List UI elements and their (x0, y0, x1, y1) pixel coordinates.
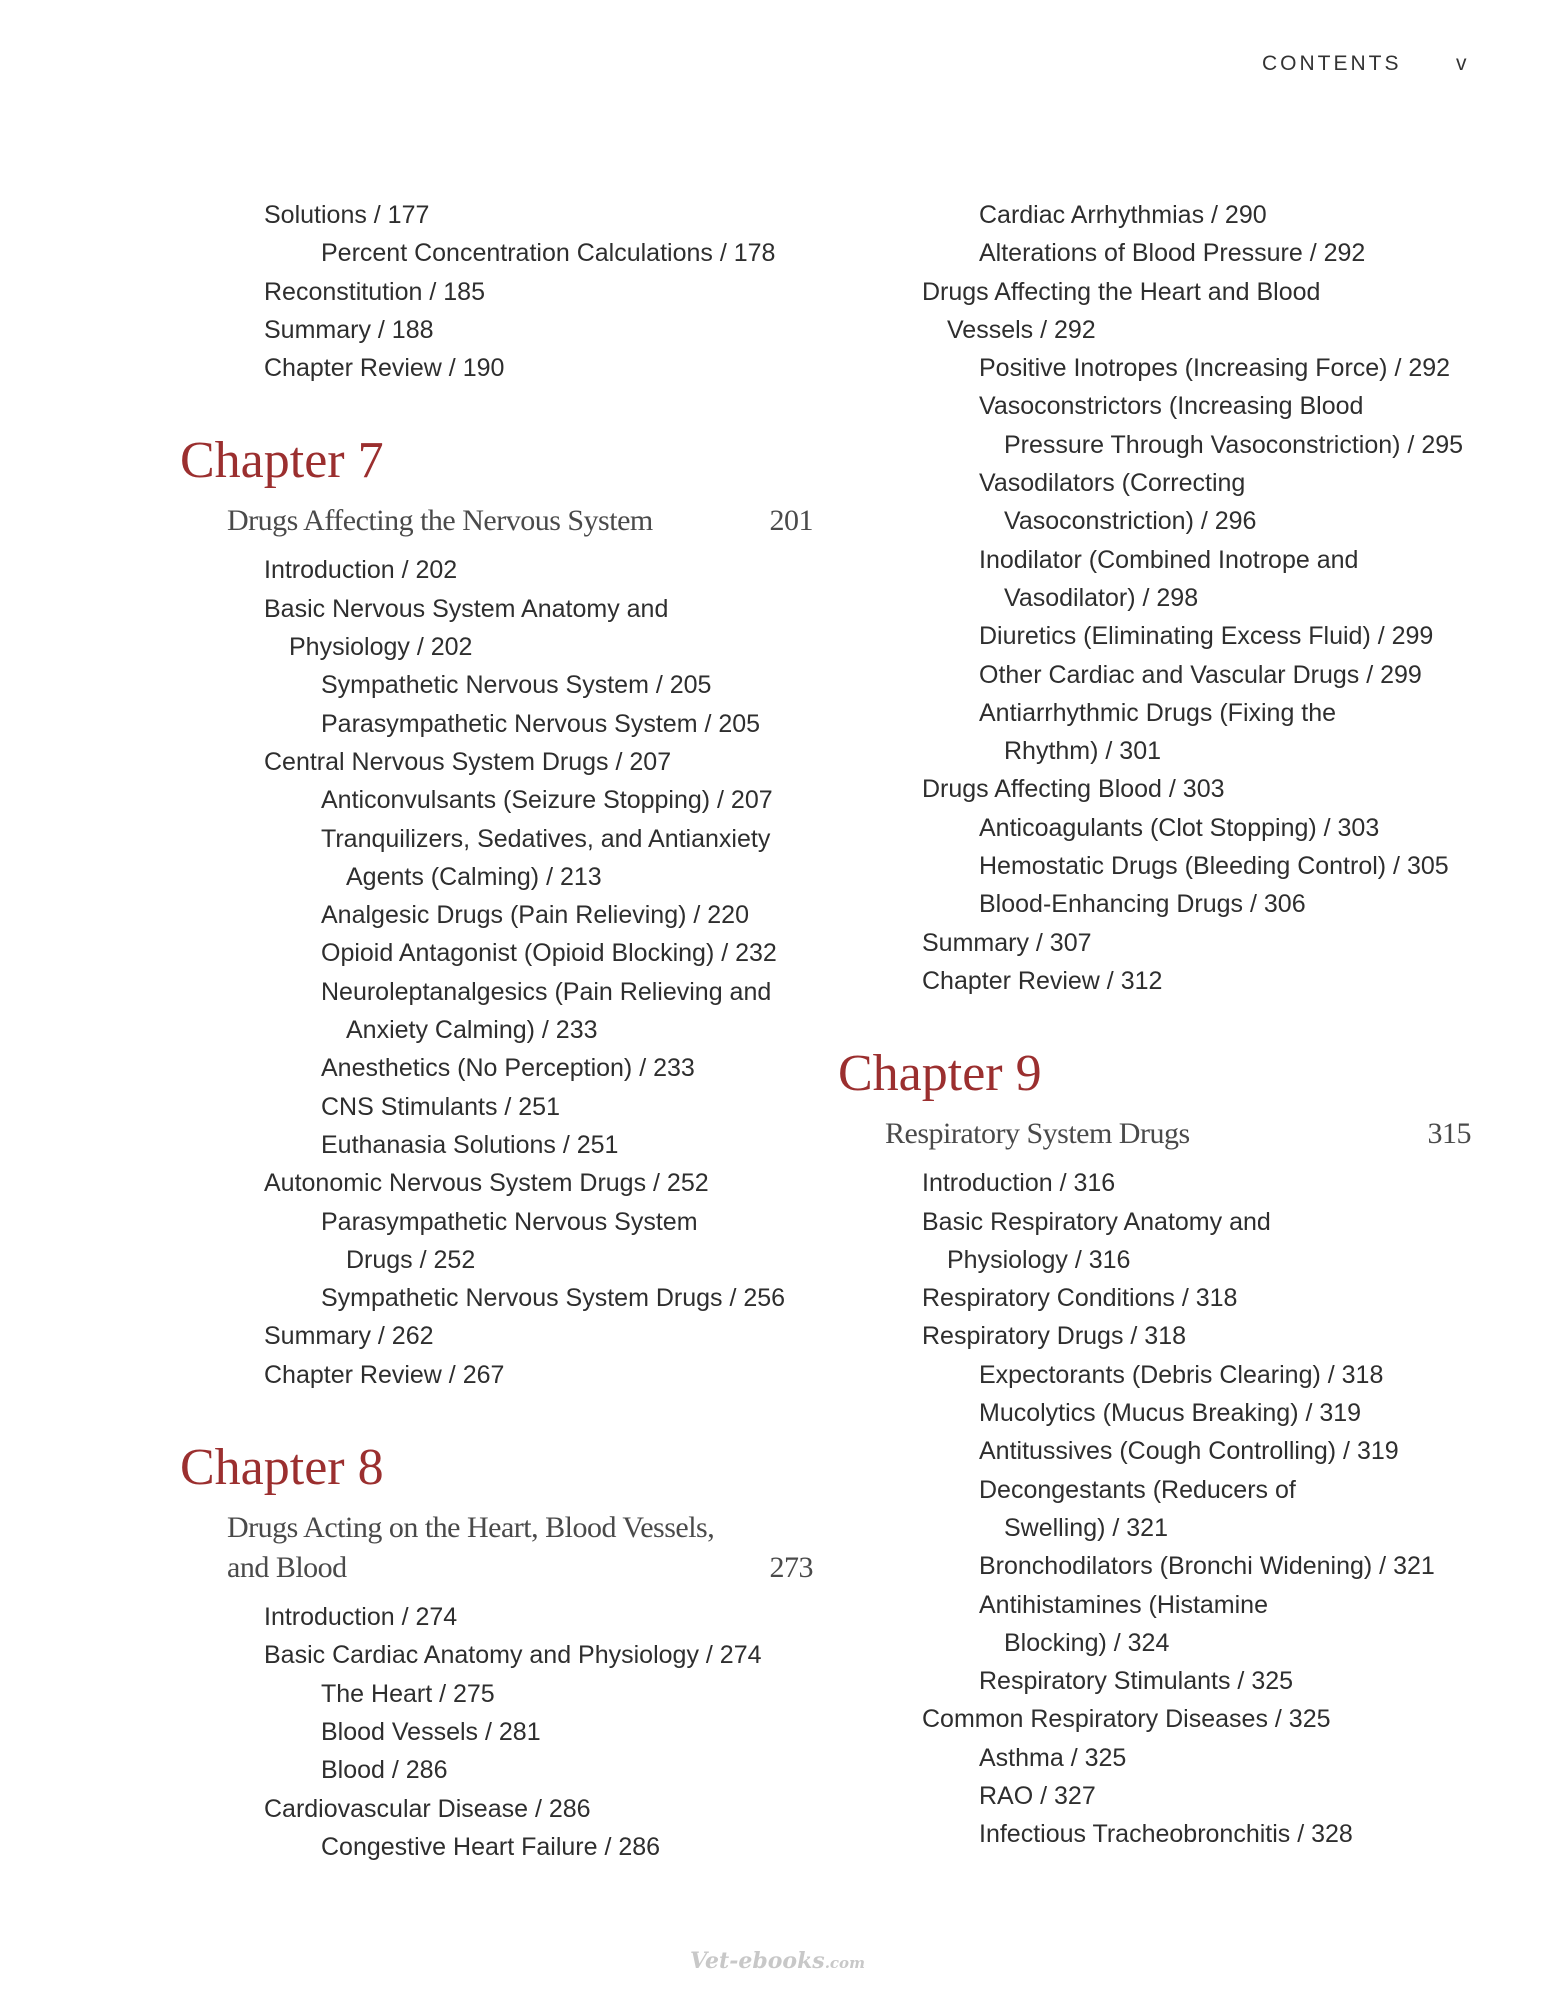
toc-entry[interactable]: Pressure Through Vasoconstriction) / 295 (1004, 430, 1464, 459)
toc-entry[interactable]: Infectious Tracheobronchitis / 328 (979, 1820, 1353, 1849)
toc-entry[interactable]: Positive Inotropes (Increasing Force) / 292 (979, 354, 1451, 383)
chapter-9-block (838, 1044, 1478, 1853)
toc-entry-list (838, 1164, 1478, 1853)
toc-entry[interactable]: Cardiovascular Disease / 286 (264, 1794, 591, 1823)
toc-entry[interactable]: Vessels / 292 (947, 315, 1096, 344)
chapter-heading[interactable]: Chapter 7 (180, 432, 384, 490)
toc-entry[interactable]: Expectorants (Debris Clearing) / 318 (979, 1360, 1384, 1389)
chapter-subtitle-text: and Blood (227, 1551, 347, 1585)
toc-entry[interactable]: Basic Nervous System Anatomy and (264, 594, 669, 623)
chapter-subtitle-text: Respiratory System Drugs (885, 1117, 1190, 1151)
toc-entry[interactable]: Autonomic Nervous System Drugs / 252 (264, 1169, 709, 1198)
toc-entry[interactable]: Central Nervous System Drugs / 207 (264, 747, 672, 776)
chapter-subtitle[interactable] (180, 501, 813, 541)
toc-entry[interactable]: Chapter Review / 267 (264, 1360, 505, 1389)
toc-entry[interactable]: Summary / 188 (264, 315, 434, 344)
toc-entry[interactable]: Drugs Affecting Blood / 303 (922, 775, 1225, 804)
toc-entry[interactable]: Opioid Antagonist (Opioid Blocking) / 232 (321, 939, 777, 968)
toc-entry[interactable]: Inodilator (Combined Inotrope and (979, 545, 1359, 574)
toc-entry[interactable]: Cardiac Arrhythmias / 290 (979, 201, 1267, 229)
toc-entry[interactable]: Anticoagulants (Clot Stopping) / 303 (979, 813, 1380, 842)
toc-entry[interactable]: Respiratory Drugs / 318 (922, 1322, 1187, 1351)
chapter-page-number: 273 (769, 1551, 813, 1585)
toc-right-column (838, 196, 1478, 1854)
toc-entry[interactable]: Antiarrhythmic Drugs (Fixing the (979, 698, 1337, 727)
toc-entry[interactable]: Congestive Heart Failure / 286 (321, 1832, 661, 1861)
toc-entry[interactable]: Tranquilizers, Sedatives, and Antianxiety (321, 824, 771, 853)
toc-entry[interactable]: Bronchodilators (Bronchi Widening) / 321 (979, 1552, 1435, 1581)
toc-entry[interactable]: Sympathetic Nervous System / 205 (321, 671, 712, 700)
toc-entry[interactable]: Alterations of Blood Pressure / 292 (979, 239, 1366, 268)
toc-entry[interactable]: Reconstitution / 185 (264, 277, 485, 306)
toc-entry[interactable]: The Heart / 275 (321, 1679, 495, 1708)
toc-entry[interactable]: Agents (Calming) / 213 (346, 862, 602, 891)
toc-entry[interactable]: Vasoconstriction) / 296 (1004, 507, 1257, 536)
toc-entry[interactable]: Other Cardiac and Vascular Drugs / 299 (979, 660, 1422, 689)
chapter-heading[interactable]: Chapter 8 (180, 1439, 384, 1497)
toc-entry[interactable]: Introduction / 274 (264, 1603, 458, 1632)
toc-entry[interactable]: Blood Vessels / 281 (321, 1717, 541, 1746)
toc-entry[interactable]: Antihistamines (Histamine (979, 1590, 1268, 1619)
toc-entry[interactable]: Decongestants (Reducers of (979, 1475, 1296, 1504)
toc-entry[interactable]: Parasympathetic Nervous System / 205 (321, 709, 761, 738)
toc-entry[interactable]: Vasodilator) / 298 (1004, 583, 1199, 612)
chapter-page-number: 315 (1427, 1117, 1471, 1151)
toc-entry[interactable]: Respiratory Conditions / 318 (922, 1284, 1238, 1313)
toc-entry[interactable]: Introduction / 202 (264, 556, 458, 585)
chapter-page-number: 201 (769, 504, 813, 538)
toc-entry[interactable]: Summary / 262 (264, 1322, 434, 1351)
toc-entry-list (180, 1598, 820, 1866)
toc-entry[interactable]: Analgesic Drugs (Pain Relieving) / 220 (321, 901, 749, 930)
chapter-subtitle-text: Drugs Affecting the Nervous System (227, 504, 653, 538)
toc-entry[interactable]: CNS Stimulants / 251 (321, 1092, 560, 1121)
toc-entry[interactable]: Basic Cardiac Anatomy and Physiology / 274 (264, 1641, 762, 1670)
chapter-subtitle[interactable] (180, 1508, 813, 1588)
toc-entry[interactable]: Sympathetic Nervous System Drugs / 256 (321, 1284, 786, 1313)
toc-entry[interactable]: Physiology / 202 (289, 633, 473, 662)
toc-entry[interactable]: Blood / 286 (321, 1756, 448, 1785)
toc-entry[interactable]: Physiology / 316 (947, 1245, 1131, 1274)
toc-entry[interactable]: Chapter Review / 190 (264, 354, 505, 383)
toc-entry[interactable]: Hemostatic Drugs (Bleeding Control) / 305 (979, 852, 1449, 881)
toc-entry[interactable]: Swelling) / 321 (1004, 1513, 1168, 1542)
page-number: v (1456, 52, 1467, 75)
toc-entry[interactable]: RAO / 327 (979, 1781, 1096, 1810)
toc-entry-list (838, 196, 1478, 1000)
toc-left-column (180, 196, 820, 1866)
toc-entry[interactable]: Asthma / 325 (979, 1743, 1127, 1772)
toc-entry[interactable]: Solutions / 177 (264, 201, 430, 229)
toc-entry[interactable]: Anxiety Calming) / 233 (346, 1016, 598, 1045)
toc-entry-list (180, 196, 820, 387)
toc-entry[interactable]: Vasodilators (Correcting (979, 469, 1246, 498)
toc-entry[interactable]: Neuroleptanalgesics (Pain Relieving and (321, 977, 772, 1006)
toc-entry[interactable]: Summary / 307 (922, 928, 1092, 957)
toc-entry[interactable]: Anticonvulsants (Seizure Stopping) / 207 (321, 786, 773, 815)
chapter-subtitle[interactable] (838, 1114, 1471, 1154)
toc-entry[interactable]: Common Respiratory Diseases / 325 (922, 1705, 1331, 1734)
toc-entry[interactable]: Drugs / 252 (346, 1245, 476, 1274)
toc-entry[interactable]: Respiratory Stimulants / 325 (979, 1667, 1294, 1696)
chapter-8-block (180, 1438, 820, 1866)
chapter-subtitle-text: Drugs Acting on the Heart, Blood Vessels, (227, 1511, 715, 1545)
toc-entry[interactable]: Anesthetics (No Perception) / 233 (321, 1054, 695, 1083)
toc-entry[interactable]: Percent Concentration Calculations / 178 (321, 239, 776, 268)
toc-entry-list (180, 551, 820, 1394)
toc-entry[interactable]: Mucolytics (Mucus Breaking) / 319 (979, 1399, 1362, 1428)
toc-entry[interactable]: Basic Respiratory Anatomy and (922, 1207, 1271, 1236)
toc-entry[interactable]: Chapter Review / 312 (922, 966, 1163, 995)
toc-entry[interactable]: Parasympathetic Nervous System (321, 1207, 698, 1236)
toc-entry[interactable]: Rhythm) / 301 (1004, 737, 1162, 766)
running-head: CONTENTS (1262, 52, 1402, 75)
toc-entry[interactable]: Vasoconstrictors (Increasing Blood (979, 392, 1364, 421)
chapter-heading[interactable]: Chapter 9 (838, 1045, 1042, 1103)
toc-entry[interactable]: Euthanasia Solutions / 251 (321, 1130, 619, 1159)
chapter-7-block (180, 431, 820, 1394)
toc-entry[interactable]: Antitussives (Cough Controlling) / 319 (979, 1437, 1399, 1466)
toc-entry[interactable]: Blocking) / 324 (1004, 1628, 1170, 1657)
toc-entry[interactable]: Diuretics (Eliminating Excess Fluid) / 299 (979, 622, 1434, 651)
toc-entry[interactable]: Drugs Affecting the Heart and Blood (922, 277, 1321, 306)
toc-entry[interactable]: Introduction / 316 (922, 1169, 1116, 1198)
toc-entry[interactable]: Blood-Enhancing Drugs / 306 (979, 890, 1306, 919)
watermark-logo: Vet-ebooks.com (690, 1948, 865, 1974)
